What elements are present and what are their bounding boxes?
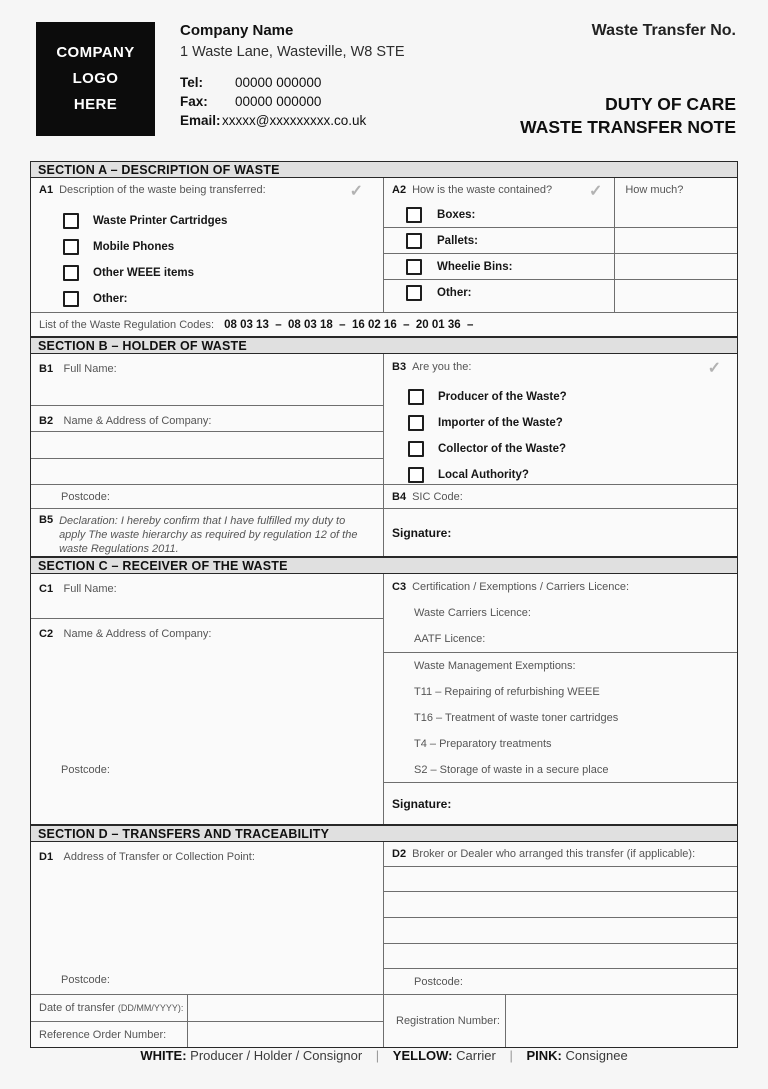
checkbox-boxes[interactable] [406, 207, 422, 223]
b2-address-line[interactable] [31, 459, 383, 485]
c1-label: Full Name: [63, 583, 117, 595]
b4-code: B4 [392, 490, 407, 503]
a1-code: A1 [39, 184, 54, 196]
option-label: Collector of the Waste? [438, 443, 566, 455]
postcode-label: Postcode: [61, 490, 110, 503]
d2-postcode-field[interactable] [384, 969, 737, 994]
option-label: Other: [437, 287, 472, 299]
exemption-t11: T11 – Repairing of refurbishing WEEE [414, 686, 600, 698]
section-a-grid [31, 178, 737, 313]
exemptions-header [384, 653, 737, 679]
how-much-input-boxes[interactable] [615, 228, 737, 254]
c3-header [384, 574, 737, 600]
tel-label: Tel: [180, 75, 203, 90]
checkbox-local-authority[interactable] [408, 467, 424, 483]
checkbox-a1-other[interactable] [63, 291, 79, 307]
a2-header [384, 178, 614, 202]
d2-address-line[interactable] [384, 944, 737, 969]
d1-address-field[interactable] [31, 842, 383, 994]
carriers-licence-field[interactable] [384, 600, 737, 626]
checkbox-wheelie-bins[interactable] [406, 259, 422, 275]
option-row [63, 286, 375, 312]
option-label: Waste Printer Cartridges [93, 215, 228, 227]
d2-address-line[interactable] [384, 918, 737, 944]
option-row [384, 254, 614, 280]
d2-broker-field[interactable] [384, 842, 737, 867]
option-row [384, 228, 614, 254]
logo-line: LOGO [72, 69, 119, 87]
white-value: Producer / Holder / Consignor [190, 1048, 363, 1063]
checkbox-mobile-phones[interactable] [63, 239, 79, 255]
b4-sic-code-field[interactable] [384, 485, 737, 509]
b2-address-line[interactable] [31, 432, 383, 459]
section-c-left [31, 574, 384, 824]
reference-order-row [31, 1021, 383, 1047]
option-row [384, 202, 614, 228]
a1-options [63, 208, 375, 312]
registration-label: Registration Number: [396, 1015, 500, 1027]
section-c-table [30, 574, 738, 825]
section-c-right [384, 574, 737, 824]
waste-regulation-codes-row [31, 313, 737, 336]
option-label: Producer of the Waste? [438, 391, 567, 403]
option-label: Pallets: [437, 234, 478, 247]
checkbox-waste-printer-cartridges[interactable] [63, 213, 79, 229]
a1-label: Description of the waste being transferred: [59, 184, 266, 196]
registration-number-input[interactable] [505, 995, 737, 1047]
b3-code: B3 [392, 361, 407, 373]
b3-options [408, 384, 737, 488]
aatf-licence-field[interactable] [384, 626, 737, 652]
date-format-label: (DD/MM/YYYY): [117, 1003, 184, 1013]
doc-title-line1: DUTY OF CARE [605, 94, 736, 114]
fax-label: Fax: [180, 94, 208, 109]
d2-address-line[interactable] [384, 892, 737, 918]
option-row [384, 280, 614, 306]
date-label: Date of transfer [39, 1002, 115, 1014]
checkbox-pallets[interactable] [406, 233, 422, 249]
date-of-transfer-label-cell [31, 995, 187, 1021]
postcode-label: Postcode: [61, 764, 110, 776]
b3-header [384, 354, 737, 377]
option-label: Other: [93, 293, 128, 305]
section-c-header: SECTION C – RECEIVER OF THE WASTE [30, 557, 738, 574]
date-of-transfer-input[interactable] [187, 995, 383, 1021]
b3-cell [384, 354, 737, 485]
checkbox-collector[interactable] [408, 441, 424, 457]
document-title [520, 93, 736, 139]
b5-declaration [31, 509, 383, 554]
b1-full-name-field[interactable] [31, 354, 383, 406]
copy-colour-legend [0, 1048, 768, 1063]
section-d-right [384, 842, 737, 1047]
logo-line: HERE [73, 96, 118, 114]
how-much-input-pallets[interactable] [615, 254, 737, 280]
yellow-value: Carrier [456, 1048, 496, 1063]
d1-code: D1 [39, 851, 54, 863]
registration-label-cell [384, 995, 505, 1047]
email-label: Email: [180, 113, 221, 128]
reference-order-input[interactable] [187, 1022, 383, 1047]
white-label: WHITE: [140, 1048, 187, 1063]
section-b-header: SECTION B – HOLDER OF WASTE [30, 337, 738, 354]
tel-row [180, 73, 405, 92]
c2-company-field[interactable] [31, 619, 383, 824]
a2-column [384, 178, 615, 312]
separator: | [509, 1048, 513, 1063]
option-label: Wheelie Bins: [437, 260, 513, 273]
reference-label: Reference Order Number: [39, 1028, 167, 1041]
pink-label: PINK: [526, 1048, 562, 1063]
checkbox-producer[interactable] [408, 389, 424, 405]
d1-label: Address of Transfer or Collection Point: [63, 851, 255, 863]
section-b-left [31, 354, 384, 556]
a1-cell [31, 178, 384, 312]
a2-code: A2 [392, 184, 407, 196]
c1-code: C1 [39, 583, 54, 595]
date-of-transfer-row [31, 994, 383, 1021]
option-row [63, 234, 375, 260]
carriers-licence-label: Waste Carriers Licence: [414, 607, 531, 619]
section-a-header: SECTION A – DESCRIPTION OF WASTE [30, 161, 738, 178]
postcode-label: Postcode: [414, 975, 463, 988]
c3-code: C3 [392, 581, 407, 593]
signature-label: Signature: [392, 796, 452, 811]
b2-label: Name & Address of Company: [63, 415, 212, 427]
option-row [63, 208, 375, 234]
b4-label: SIC Code: [412, 490, 463, 503]
exemption-line [384, 731, 737, 757]
signature-label: Signature: [392, 525, 452, 540]
c3-exemptions-cell [384, 653, 737, 783]
reference-label-cell [31, 1022, 187, 1047]
pink-value: Consignee [565, 1048, 628, 1063]
exemption-line [384, 705, 737, 731]
registration-number-row [384, 994, 737, 1047]
c1-full-name-field[interactable] [31, 574, 383, 619]
option-label: Other WEEE items [93, 267, 194, 279]
checkbox-a2-other[interactable] [406, 285, 422, 301]
option-label: Mobile Phones [93, 241, 175, 253]
fax-row [180, 92, 405, 111]
section-b-table [30, 354, 738, 557]
how-much-column [615, 178, 737, 312]
a1-header [39, 184, 375, 200]
c-signature-field[interactable] [384, 783, 737, 824]
option-row [63, 260, 375, 286]
yellow-label: YELLOW: [392, 1048, 453, 1063]
checkbox-importer[interactable] [408, 415, 424, 431]
option-label: Local Authority? [438, 469, 529, 481]
waste-transfer-no-label: Waste Transfer No. [591, 22, 736, 39]
company-contact [180, 73, 405, 130]
how-much-input-wheelie-bins[interactable] [615, 280, 737, 306]
company-info [180, 22, 405, 130]
c2-label: Name & Address of Company: [63, 628, 212, 640]
c3-label: Certification / Exemptions / Carriers Licence: [412, 581, 630, 593]
section-d-left [31, 842, 384, 1047]
b3-label: Are you the: [412, 361, 472, 373]
option-row [408, 384, 737, 410]
aatf-licence-label: AATF Licence: [414, 633, 486, 645]
codes-value: 08 03 13 – 08 03 18 – 16 02 16 – 20 01 36 – [224, 318, 474, 331]
declaration-text: Declaration: I hereby confirm that I have fulfilled my duty to apply The waste hierarchy as required by regulation 12 of the waste Regulations 2011. [59, 515, 358, 555]
check-icon: ✓ [349, 183, 364, 200]
c2-code: C2 [39, 628, 54, 640]
exemption-line [384, 679, 737, 705]
exemption-s2: S2 – Storage of waste in a secure place [414, 764, 609, 776]
option-label: Boxes: [437, 208, 476, 221]
option-label: Importer of the Waste? [438, 417, 563, 429]
separator: | [375, 1048, 380, 1063]
option-row [408, 436, 737, 462]
section-b-right [384, 354, 737, 556]
exemption-t16: T16 – Treatment of waste toner cartridges [414, 712, 619, 724]
section-d-table [30, 842, 738, 1048]
company-address: 1 Waste Lane, Wasteville, W8 STE [180, 44, 405, 60]
exemptions-label: Waste Management Exemptions: [414, 660, 576, 672]
email-row [180, 111, 405, 130]
checkbox-other-weee-items[interactable] [63, 265, 79, 281]
d2-address-line[interactable] [384, 867, 737, 892]
a2-label: How is the waste contained? [412, 184, 553, 196]
b5-code: B5 [39, 514, 54, 526]
codes-label: List of the Waste Regulation Codes: [39, 318, 215, 331]
header-right [520, 22, 736, 139]
b1-label: Full Name: [63, 363, 117, 375]
company-logo [36, 22, 155, 136]
exemption-line [384, 757, 737, 783]
d2-label: Broker or Dealer who arranged this transfer (if applicable): [412, 848, 696, 860]
form-body [30, 161, 738, 1048]
fax-value: 00000 000000 [235, 94, 322, 109]
check-icon: ✓ [588, 183, 603, 200]
postcode-label: Postcode: [61, 974, 110, 986]
d2-code: D2 [392, 848, 407, 860]
document-header [30, 20, 738, 152]
how-much-label: How much? [615, 178, 737, 228]
b2-company-field[interactable] [31, 406, 383, 432]
check-icon: ✓ [707, 360, 721, 377]
c3-licence-cell [384, 574, 737, 653]
option-row [408, 410, 737, 436]
section-d-header: SECTION D – TRANSFERS AND TRACEABILITY [30, 825, 738, 842]
doc-title-line2: WASTE TRANSFER NOTE [520, 117, 736, 137]
b-postcode-field[interactable] [31, 485, 383, 509]
tel-value: 00000 000000 [235, 75, 322, 90]
logo-line: COMPANY [56, 43, 135, 61]
company-name: Company Name [180, 22, 294, 39]
b2-code: B2 [39, 415, 54, 427]
b1-code: B1 [39, 363, 54, 375]
exemption-t4: T4 – Preparatory treatments [414, 738, 552, 750]
section-a-table [30, 178, 738, 337]
b-signature-field[interactable] [384, 509, 737, 556]
email-value: xxxxx@xxxxxxxxx.co.uk [222, 113, 367, 128]
